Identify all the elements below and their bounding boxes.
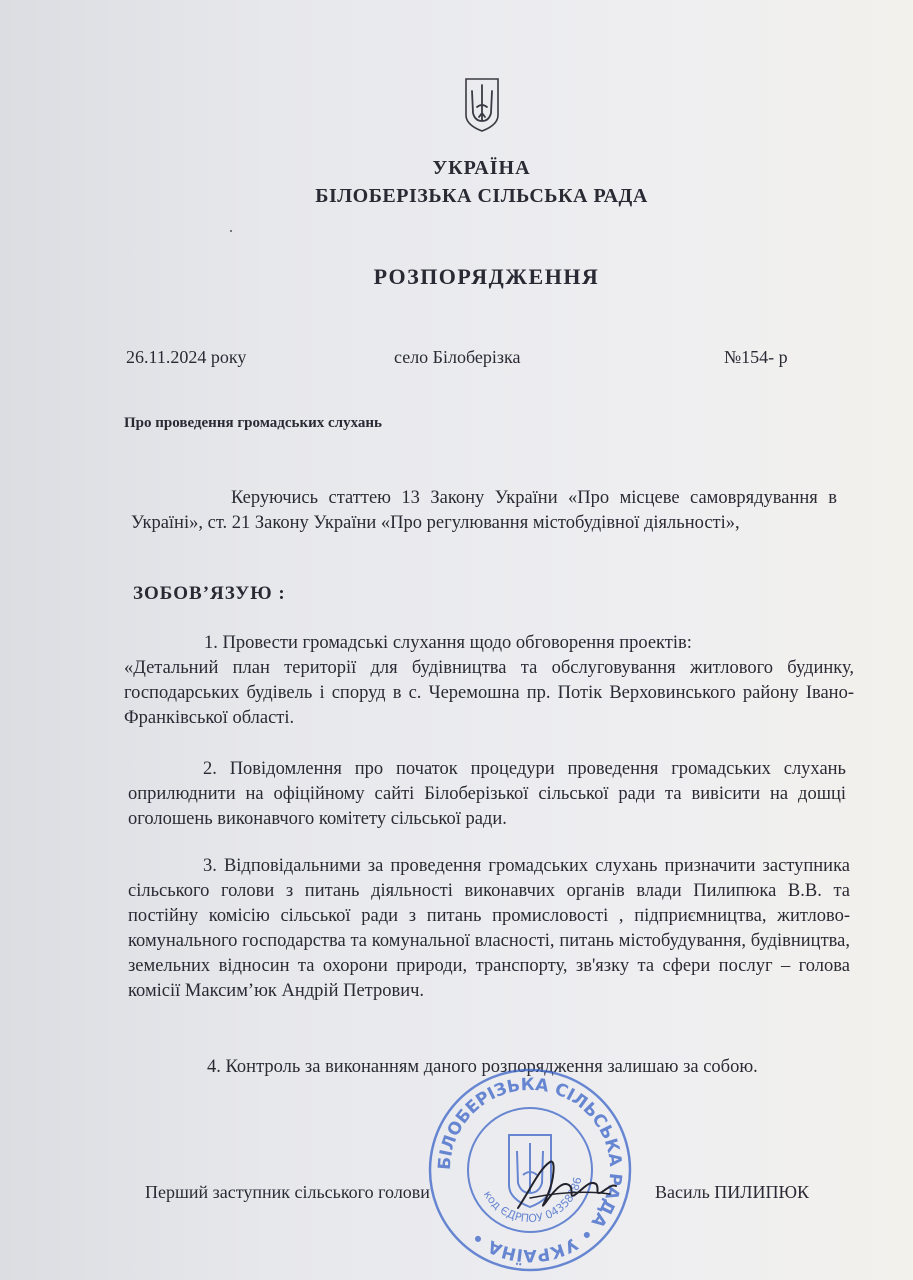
svg-text:код ЄДРПОУ 04358386: код ЄДРПОУ 04358386 — [480, 1175, 585, 1226]
signatory-position: Перший заступник сільського голови — [145, 1182, 430, 1202]
handwritten-signature — [510, 1150, 620, 1220]
svg-text:БІЛОБЕРІЗЬКА СІЛЬСЬКА РАДА • У: БІЛОБЕРІЗЬКА СІЛЬСЬКА РАДА • УКРАЇНА • — [434, 1074, 626, 1266]
item-3: 3. Відповідальними за проведення громадських слухань призначити заступника сільського голови з питань діяльності виконавчих органів влади Пилипюка В.В. та постійну комісію сільської ради з питань промисловості , підприємництва, житлово-комунального господарства та комунальної власності, питань містобудування, будівництва, земельних відносин та охорони природи, транспорту, зв'язку та сфери послуг – голова комісії Максим’юк Андрій Петрович. — [128, 856, 850, 1001]
item-1-line1: 1. Провести громадські слухання щодо обговорення проектів: — [204, 633, 692, 653]
paper-speck — [230, 230, 232, 232]
intro-paragraph: Керуючись статтею 13 Закону України «Про місцеве самоврядування в Україні», ст. 21 Закону України «Про регулювання містобудівної діяльності», — [131, 488, 837, 533]
item-4: 4. Контроль за виконанням даного розпорядження залишаю за собою. — [207, 1057, 758, 1077]
item-2: 2. Повідомлення про початок процедури проведення громадських слухань оприлюднити на офіційному сайті Білоберізької сільської ради та вивісити на дошці оголошень виконавчого комітету сільської ради. — [128, 759, 846, 829]
item-1 — [124, 631, 854, 731]
document-place: село Білоберізка — [394, 347, 521, 367]
country-heading: УКРАЇНА — [432, 157, 531, 179]
obligate-heading: ЗОБОВ’ЯЗУЮ : — [133, 583, 286, 604]
document-type-heading: РОЗПОРЯДЖЕННЯ — [373, 264, 600, 289]
document-subject: Про проведення громадських слухань — [124, 415, 382, 431]
trident-emblem-icon — [463, 77, 501, 133]
item-1-text: «Детальний план території для будівництва та обслуговування житлового будинку, господарських будівель і споруд в с. Черемошна пр. Потік Верховинського району Івано-Франківської області. — [124, 658, 854, 728]
document-date: 26.11.2024 року — [126, 347, 247, 367]
signatory-name: Василь ПИЛИПЮК — [655, 1182, 810, 1202]
council-heading: БІЛОБЕРІЗЬКА СІЛЬСЬКА РАДА — [315, 185, 648, 207]
document-number: №154- р — [724, 347, 788, 367]
